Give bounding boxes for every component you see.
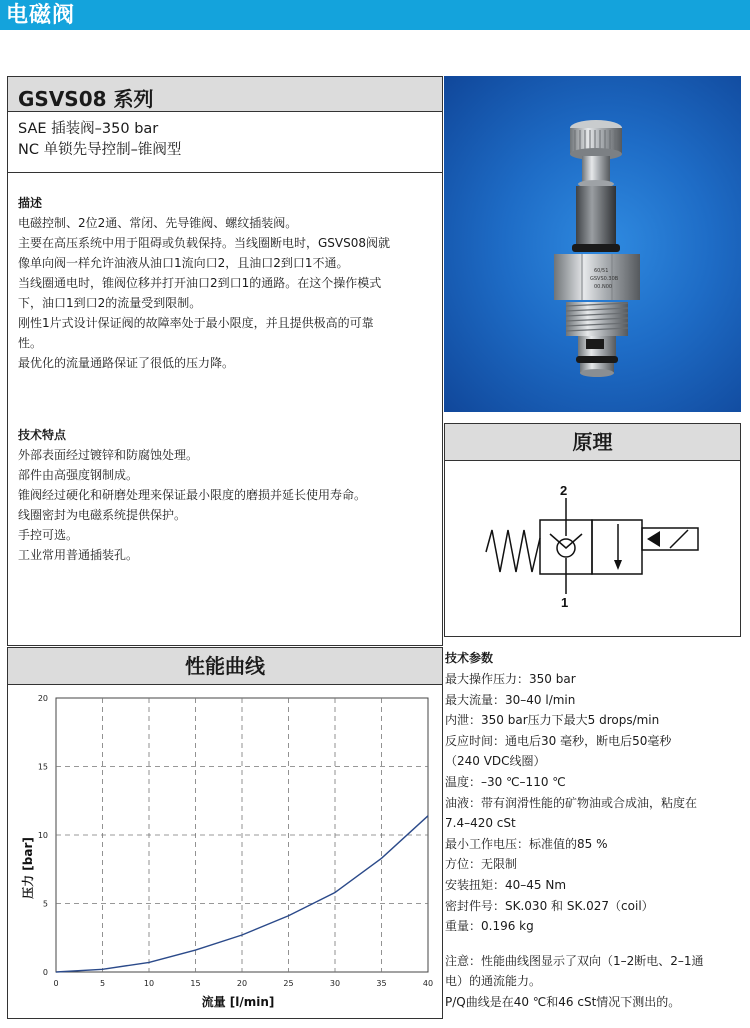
- description-line: 性。: [18, 336, 43, 350]
- description-section: [18, 194, 438, 373]
- spec-row: （240 VDC线圈）: [445, 754, 546, 769]
- description-line: 电磁控制、2位2通、常闭、先导锥阀、螺纹插装阀。: [18, 216, 298, 230]
- features-section: [18, 426, 438, 565]
- valve-engraving-2: GSVS0.30B: [590, 276, 619, 282]
- feature-line: 部件由高强度钢制成。: [18, 468, 139, 482]
- performance-chart: [8, 686, 442, 1018]
- spec-row: 方位：无限制: [445, 857, 518, 872]
- x-axis-label: 流量 [l/min]: [201, 995, 275, 1009]
- y-tick-label: 20: [37, 694, 48, 703]
- x-tick-label: 40: [422, 979, 434, 988]
- spec-row: 7.4–420 cSt: [445, 816, 516, 831]
- port-1-label: 1: [561, 595, 569, 610]
- x-tick-label: 5: [99, 979, 106, 988]
- subtitle-line-2: NC 单锁先导控制–锥阀型: [18, 142, 182, 158]
- description-line: 像单向阀一样允许油液从油口1流向口2，且油口2到口1不通。: [18, 256, 349, 270]
- spec-row: 最小工作电压：标准值的85 %: [445, 836, 608, 851]
- x-tick-label: 25: [283, 979, 294, 988]
- specs-section: [445, 649, 745, 1013]
- subtitle-line-1: SAE 插装阀–350 bar: [18, 121, 159, 137]
- x-tick-label: 35: [376, 979, 387, 988]
- spec-row: 密封件号：SK.030 和 SK.027（coil）: [445, 898, 654, 913]
- feature-line: 外部表面经过镀锌和防腐蚀处理。: [18, 448, 199, 462]
- feature-line: 手控可选。: [18, 528, 79, 542]
- y-tick-label: 0: [42, 968, 48, 977]
- note-line: P/Q曲线是在40 ℃和46 cSt情况下测出的。: [445, 994, 681, 1009]
- x-tick-label: 20: [236, 979, 248, 988]
- features-label: 技术特点: [18, 428, 67, 442]
- feature-line: 线圈密封为电磁系统提供保护。: [18, 508, 187, 522]
- spec-row: 最大流量：30–40 l/min: [445, 692, 576, 707]
- description-line: 下，油口1到口2的流量受到限制。: [18, 296, 202, 310]
- spec-row: 重量：0.196 kg: [445, 919, 534, 934]
- spec-row: 温度：–30 ℃–110 ℃: [445, 774, 566, 789]
- description-text: [18, 213, 438, 373]
- performance-title-bar: [7, 647, 443, 685]
- product-subtitle: [18, 119, 181, 161]
- x-tick-label: 30: [329, 979, 341, 988]
- principle-title: 原理: [572, 430, 613, 454]
- note-line: 注意：性能曲线图显示了双向（1–2断电、2–1通: [445, 953, 704, 968]
- spec-row: 油液：带有润滑性能的矿物油或合成油，粘度在: [445, 795, 698, 810]
- spec-row: 内泄：350 bar压力下最大5 drops/min: [445, 713, 660, 728]
- y-axis-label: 压力 [bar]: [21, 837, 35, 899]
- product-title-bar: [7, 76, 443, 112]
- spec-row: 反应时间：通电后30 毫秒，断电后50毫秒: [445, 733, 672, 748]
- description-label: 描述: [18, 196, 43, 210]
- description-line: 刚性1片式设计保证阀的故障率处于最小限度，并且提供极高的可靠: [18, 316, 374, 330]
- spec-row: 安装扭矩：40–45 Nm: [445, 877, 567, 892]
- performance-title: 性能曲线: [185, 654, 265, 678]
- x-tick-label: 10: [143, 979, 155, 988]
- description-line: 当线圈通电时，锥阀位移并打开油口2到口1的通路。在这个操作模式: [18, 276, 382, 290]
- valve-engraving-1: 60/51: [594, 268, 609, 274]
- y-tick-label: 15: [37, 762, 48, 772]
- x-tick-label: 0: [53, 979, 59, 988]
- features-text: [18, 445, 438, 565]
- x-tick-label: 15: [190, 979, 201, 988]
- product-title: GSVS08 系列: [18, 87, 154, 111]
- feature-line: 工业常用普通插装孔。: [18, 548, 139, 562]
- pressure-flow-curve: [56, 816, 428, 972]
- product-photo: [444, 76, 741, 412]
- note-line: 电）的通流能力。: [445, 974, 542, 989]
- page-banner: 电磁阀: [0, 0, 750, 30]
- feature-line: 锥阀经过硬化和研磨处理来保证最小限度的磨损并延长使用寿命。: [18, 488, 367, 502]
- hydraulic-symbol: [444, 462, 741, 636]
- spec-row: 最大操作压力：350 bar: [445, 672, 576, 686]
- description-line: 主要在高压系统中用于阻碍或负载保持。当线圈断电时，GSVS08阀就: [18, 236, 391, 250]
- port-2-label: 2: [560, 483, 568, 498]
- specs-label: 技术参数: [445, 651, 494, 665]
- description-line: 最优化的流量通路保证了很低的压力降。: [18, 356, 235, 370]
- principle-title-bar: [444, 423, 741, 461]
- y-tick-label: 5: [42, 899, 48, 909]
- header-divider: [7, 172, 443, 173]
- valve-illustration: [444, 76, 741, 412]
- valve-engraving-3: 00.N00: [594, 284, 613, 290]
- y-tick-label: 10: [37, 831, 48, 840]
